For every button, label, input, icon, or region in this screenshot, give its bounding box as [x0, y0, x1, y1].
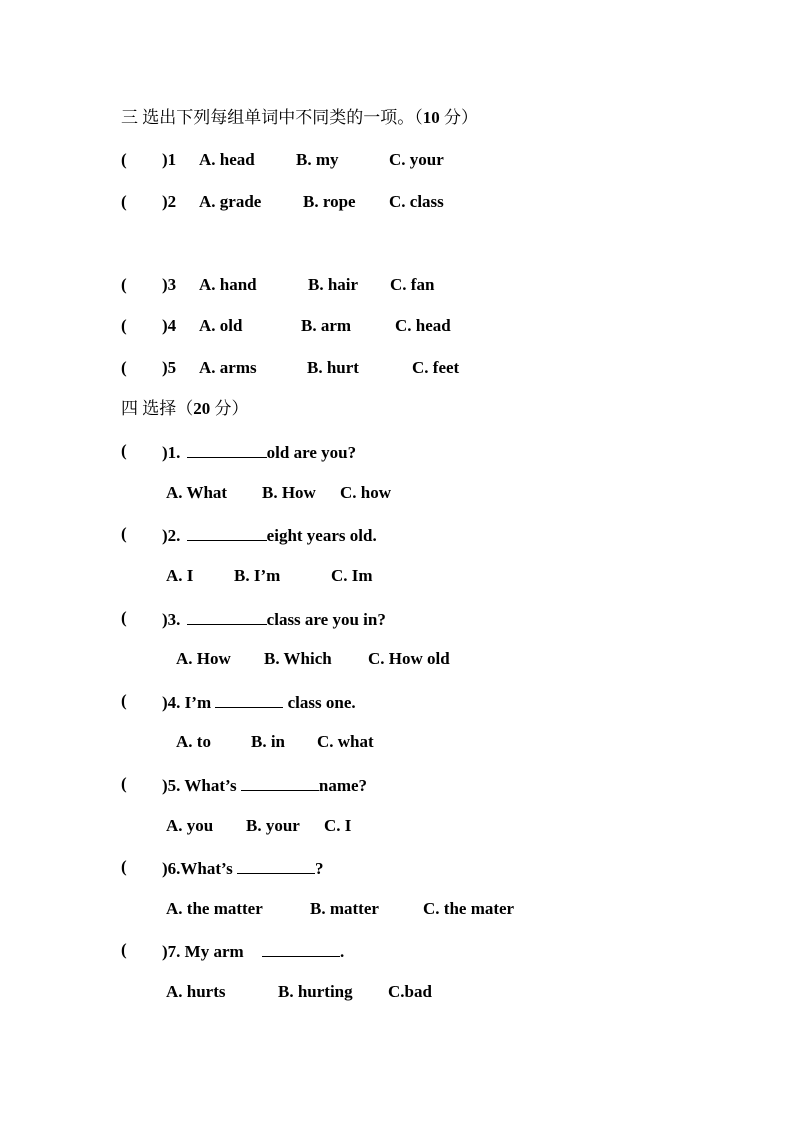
question-number: )1.: [162, 443, 181, 462]
section-4-score: 20: [193, 399, 211, 418]
option-a: A. you: [166, 816, 214, 835]
question-number: )3.: [162, 610, 181, 629]
option-c: C. fan: [390, 275, 435, 294]
question-number: )4.: [162, 693, 181, 712]
question-pre-text: My arm: [184, 942, 244, 961]
option-c: C. I: [324, 816, 352, 835]
answer-paren: (: [121, 524, 127, 543]
answer-paren: (: [121, 275, 127, 294]
option-b: B. in: [251, 732, 286, 751]
section-4-title: 四 选择（: [121, 399, 194, 418]
option-b: B. rope: [303, 192, 356, 211]
question-pre-text: I’m: [184, 693, 212, 712]
option-b: B. arm: [301, 316, 352, 335]
option-b: B. I’m: [234, 566, 281, 585]
item-number: )3: [162, 275, 177, 294]
option-a: A. to: [176, 732, 211, 751]
option-b: B. my: [296, 150, 339, 169]
question-number: )2.: [162, 526, 181, 545]
section-3-score: 10: [422, 108, 440, 127]
answer-paren: (: [121, 316, 127, 335]
answer-paren: (: [121, 608, 127, 627]
option-a: A. hurts: [166, 982, 226, 1001]
option-b: B. your: [246, 816, 300, 835]
answer-paren: (: [121, 857, 127, 876]
item-number: )5: [162, 358, 177, 377]
fill-blank: [187, 524, 267, 541]
option-a: A. I: [166, 566, 194, 585]
fill-blank: [215, 691, 283, 708]
option-a: A. hand: [199, 275, 257, 294]
answer-paren: (: [121, 774, 127, 793]
option-b: B. hurting: [278, 982, 353, 1001]
answer-paren: (: [121, 940, 127, 959]
fill-blank: [241, 774, 319, 791]
answer-paren: (: [121, 358, 127, 377]
question-number: )5.: [162, 776, 181, 795]
question-text: eight years old.: [266, 526, 377, 545]
option-c: C. head: [395, 316, 451, 335]
question-text: ?: [314, 859, 324, 878]
answer-paren: (: [121, 192, 127, 211]
option-b: B. matter: [310, 899, 379, 918]
answer-paren: (: [121, 691, 127, 710]
option-b: B. Which: [264, 649, 332, 668]
option-b: B. hurt: [307, 358, 359, 377]
question-pre-text: What’s: [184, 776, 237, 795]
answer-paren: (: [121, 441, 127, 460]
option-c: C. feet: [412, 358, 460, 377]
question-text: class one.: [287, 693, 356, 712]
option-c: C. your: [389, 150, 444, 169]
option-a: A. head: [199, 150, 255, 169]
question-pre-text: What’s: [180, 859, 233, 878]
option-a: A. the matter: [166, 899, 263, 918]
question-text: name?: [318, 776, 368, 795]
question-number: )6.: [162, 859, 181, 878]
fill-blank: [187, 608, 267, 625]
option-c: C. How old: [368, 649, 450, 668]
option-b: B. How: [262, 483, 316, 502]
option-b: B. hair: [308, 275, 359, 294]
option-a: A. How: [176, 649, 231, 668]
section-4-title-tail: 分）: [210, 399, 249, 418]
option-c: C. class: [389, 192, 444, 211]
option-a: A. arms: [199, 358, 257, 377]
option-a: A. What: [166, 483, 228, 502]
option-c: C. how: [340, 483, 392, 502]
item-number: )4: [162, 316, 177, 335]
fill-blank: [187, 441, 267, 458]
item-number: )1: [162, 150, 177, 169]
question-text: .: [339, 942, 345, 961]
question-number: )7.: [162, 942, 181, 961]
option-c: C. the mater: [423, 899, 515, 918]
section-3-title: 三 选出下列每组单词中不同类的一项。（: [121, 108, 423, 127]
answer-paren: (: [121, 150, 127, 169]
fill-blank: [237, 857, 315, 874]
option-c: C. Im: [331, 566, 373, 585]
option-c: C. what: [317, 732, 374, 751]
question-text: class are you in?: [266, 610, 386, 629]
option-a: A. grade: [199, 192, 262, 211]
option-a: A. old: [199, 316, 243, 335]
fill-blank: [262, 940, 340, 957]
option-c: C.bad: [388, 982, 432, 1001]
item-number: )2: [162, 192, 177, 211]
section-3-title-tail: 分）: [439, 108, 478, 127]
question-text: old are you?: [266, 443, 357, 462]
